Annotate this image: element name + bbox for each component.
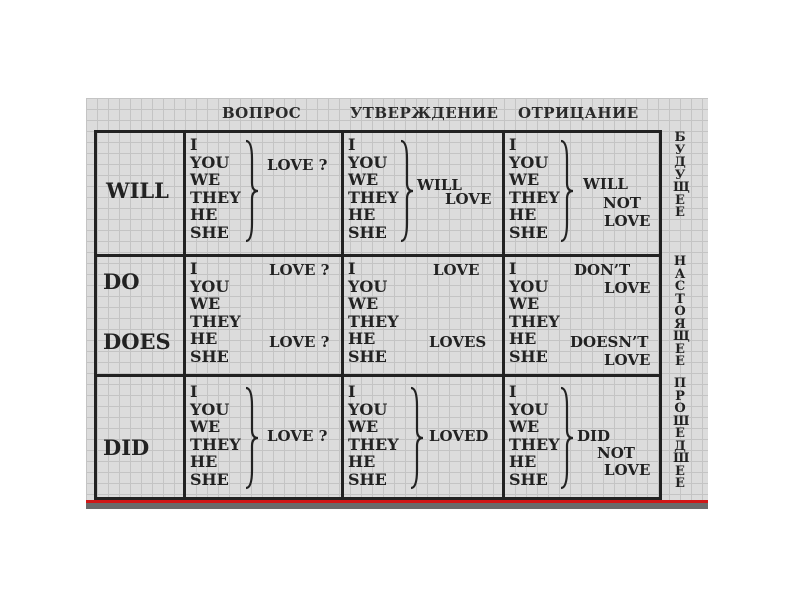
letter: Е [675,205,685,220]
question-verb: LOVE ? [267,427,328,445]
pronoun: THEY [348,187,399,207]
brace-icon [399,139,415,243]
divider [341,133,344,497]
tense-label-present [673,254,690,369]
tense-label-future [673,130,690,220]
pronoun: WE [348,170,379,189]
pronoun: THEY [190,434,241,454]
pronoun: THEY [348,434,399,454]
letter: Е [675,192,685,208]
brace-icon [244,386,260,490]
header-negation: ОТРИЦАНИЕ [518,104,639,122]
pronoun: I [348,135,356,154]
pronoun: THEY [190,311,241,331]
pronoun-list [509,260,560,365]
header-question: ВОПРОС [222,104,302,122]
pronoun: THEY [190,187,241,207]
negation-did: DID [577,427,611,445]
pronoun: SHE [509,222,548,242]
brace-icon [244,139,260,243]
negation-verb: LOVE [604,461,651,479]
negation-verb: LOVE [604,279,651,297]
letter: Т [675,291,685,307]
pronoun: SHE [509,346,548,366]
pronoun: THEY [509,187,560,207]
pronoun: YOU [509,152,549,172]
pronoun: I [348,259,356,278]
divider [97,254,659,257]
letter: У [674,167,686,183]
pronoun: SHE [190,346,229,366]
letter: Е [675,341,685,357]
pronoun-list [348,136,399,241]
pronoun: YOU [509,399,549,419]
pronoun: WE [348,294,379,313]
letter: Я [674,316,686,332]
aux-do: DO [103,269,140,294]
grammar-chalkboard [86,98,708,505]
pronoun: HE [509,205,537,224]
pronoun: HE [190,452,218,471]
affirmation-verb-s: LOVES [429,333,487,351]
letter: Е [675,463,685,479]
pronoun: THEY [509,434,560,454]
pronoun: YOU [190,399,230,419]
aux-did: DID [103,435,150,460]
letter: Ш [673,413,690,429]
letter: О [674,401,686,416]
letter: Б [674,130,686,145]
negation-doesnt: DOESN’T [570,333,649,351]
letter: Д [674,438,686,454]
pronoun: SHE [348,222,387,242]
letter: Щ [673,329,690,344]
pronoun: SHE [509,469,548,489]
negation-dont: DON’T [574,261,631,279]
pronoun: HE [348,329,376,348]
aux-will: WILL [106,178,169,203]
header-affirmation: УТВЕРЖДЕНИЕ [350,104,499,122]
divider [97,374,659,377]
affirmation-will: WILL [417,176,462,194]
negation-not: NOT [597,444,635,462]
letter: А [674,266,686,282]
pronoun: SHE [190,469,229,489]
negation-verb: LOVE [604,212,651,230]
letter: У [674,142,686,158]
letter: Д [674,155,686,170]
pronoun: SHE [348,469,387,489]
pronoun-list [509,136,560,241]
pronoun-list [190,260,241,365]
letter: Щ [673,180,690,195]
pronoun-list [190,383,241,488]
pronoun: HE [190,205,218,224]
affirmation-verb: LOVE [433,261,480,279]
pronoun: WE [509,417,540,436]
brace-icon [559,386,575,490]
pronoun: HE [190,329,218,348]
question-verb-do: LOVE ? [269,261,330,279]
letter: Е [675,476,685,491]
pronoun: I [509,135,517,154]
letter: Ш [673,451,690,466]
letter: Р [675,388,685,404]
letter: С [674,279,686,294]
pronoun: WE [190,294,221,313]
pronoun: WE [509,170,540,189]
brace-icon [409,386,425,490]
aux-does: DOES [103,329,171,354]
pronoun: I [509,259,517,278]
pronoun: YOU [190,276,230,296]
pronoun: HE [348,205,376,224]
pronoun-list [190,136,241,241]
pronoun: YOU [509,276,549,296]
brace-icon [559,139,575,243]
pronoun: HE [348,452,376,471]
pronoun: WE [190,417,221,436]
tense-label-past [673,376,690,491]
pronoun: SHE [190,222,229,242]
affirmation-verb-past: LOVED [429,427,489,445]
negation-verb: LOVE [604,351,651,369]
pronoun-list [348,260,399,365]
pronoun: I [348,382,356,401]
letter: Е [675,426,685,441]
letter: Е [675,354,685,369]
pronoun-list [509,383,560,488]
pronoun: HE [509,452,537,471]
pronoun: I [190,382,198,401]
pronoun-list [348,383,399,488]
pronoun: THEY [348,311,399,331]
divider [502,133,505,497]
pronoun: YOU [190,152,230,172]
pronoun: I [190,135,198,154]
conjugation-table [94,130,662,500]
video-controls-bar[interactable] [86,503,708,509]
negation-not: NOT [603,194,641,212]
pronoun: THEY [509,311,560,331]
letter: О [674,304,686,319]
pronoun: YOU [348,399,388,419]
pronoun: WE [509,294,540,313]
pronoun: I [190,259,198,278]
letter: Н [673,254,687,269]
divider [183,133,186,497]
pronoun: YOU [348,276,388,296]
pronoun: SHE [348,346,387,366]
affirmation-verb: LOVE [445,190,492,208]
pronoun: I [509,382,517,401]
pronoun: WE [348,417,379,436]
question-verb: LOVE ? [267,156,328,174]
letter: П [673,376,687,391]
negation-will: WILL [583,175,628,193]
pronoun: HE [509,329,537,348]
pronoun: WE [190,170,221,189]
pronoun: YOU [348,152,388,172]
question-verb-does: LOVE ? [269,333,330,351]
